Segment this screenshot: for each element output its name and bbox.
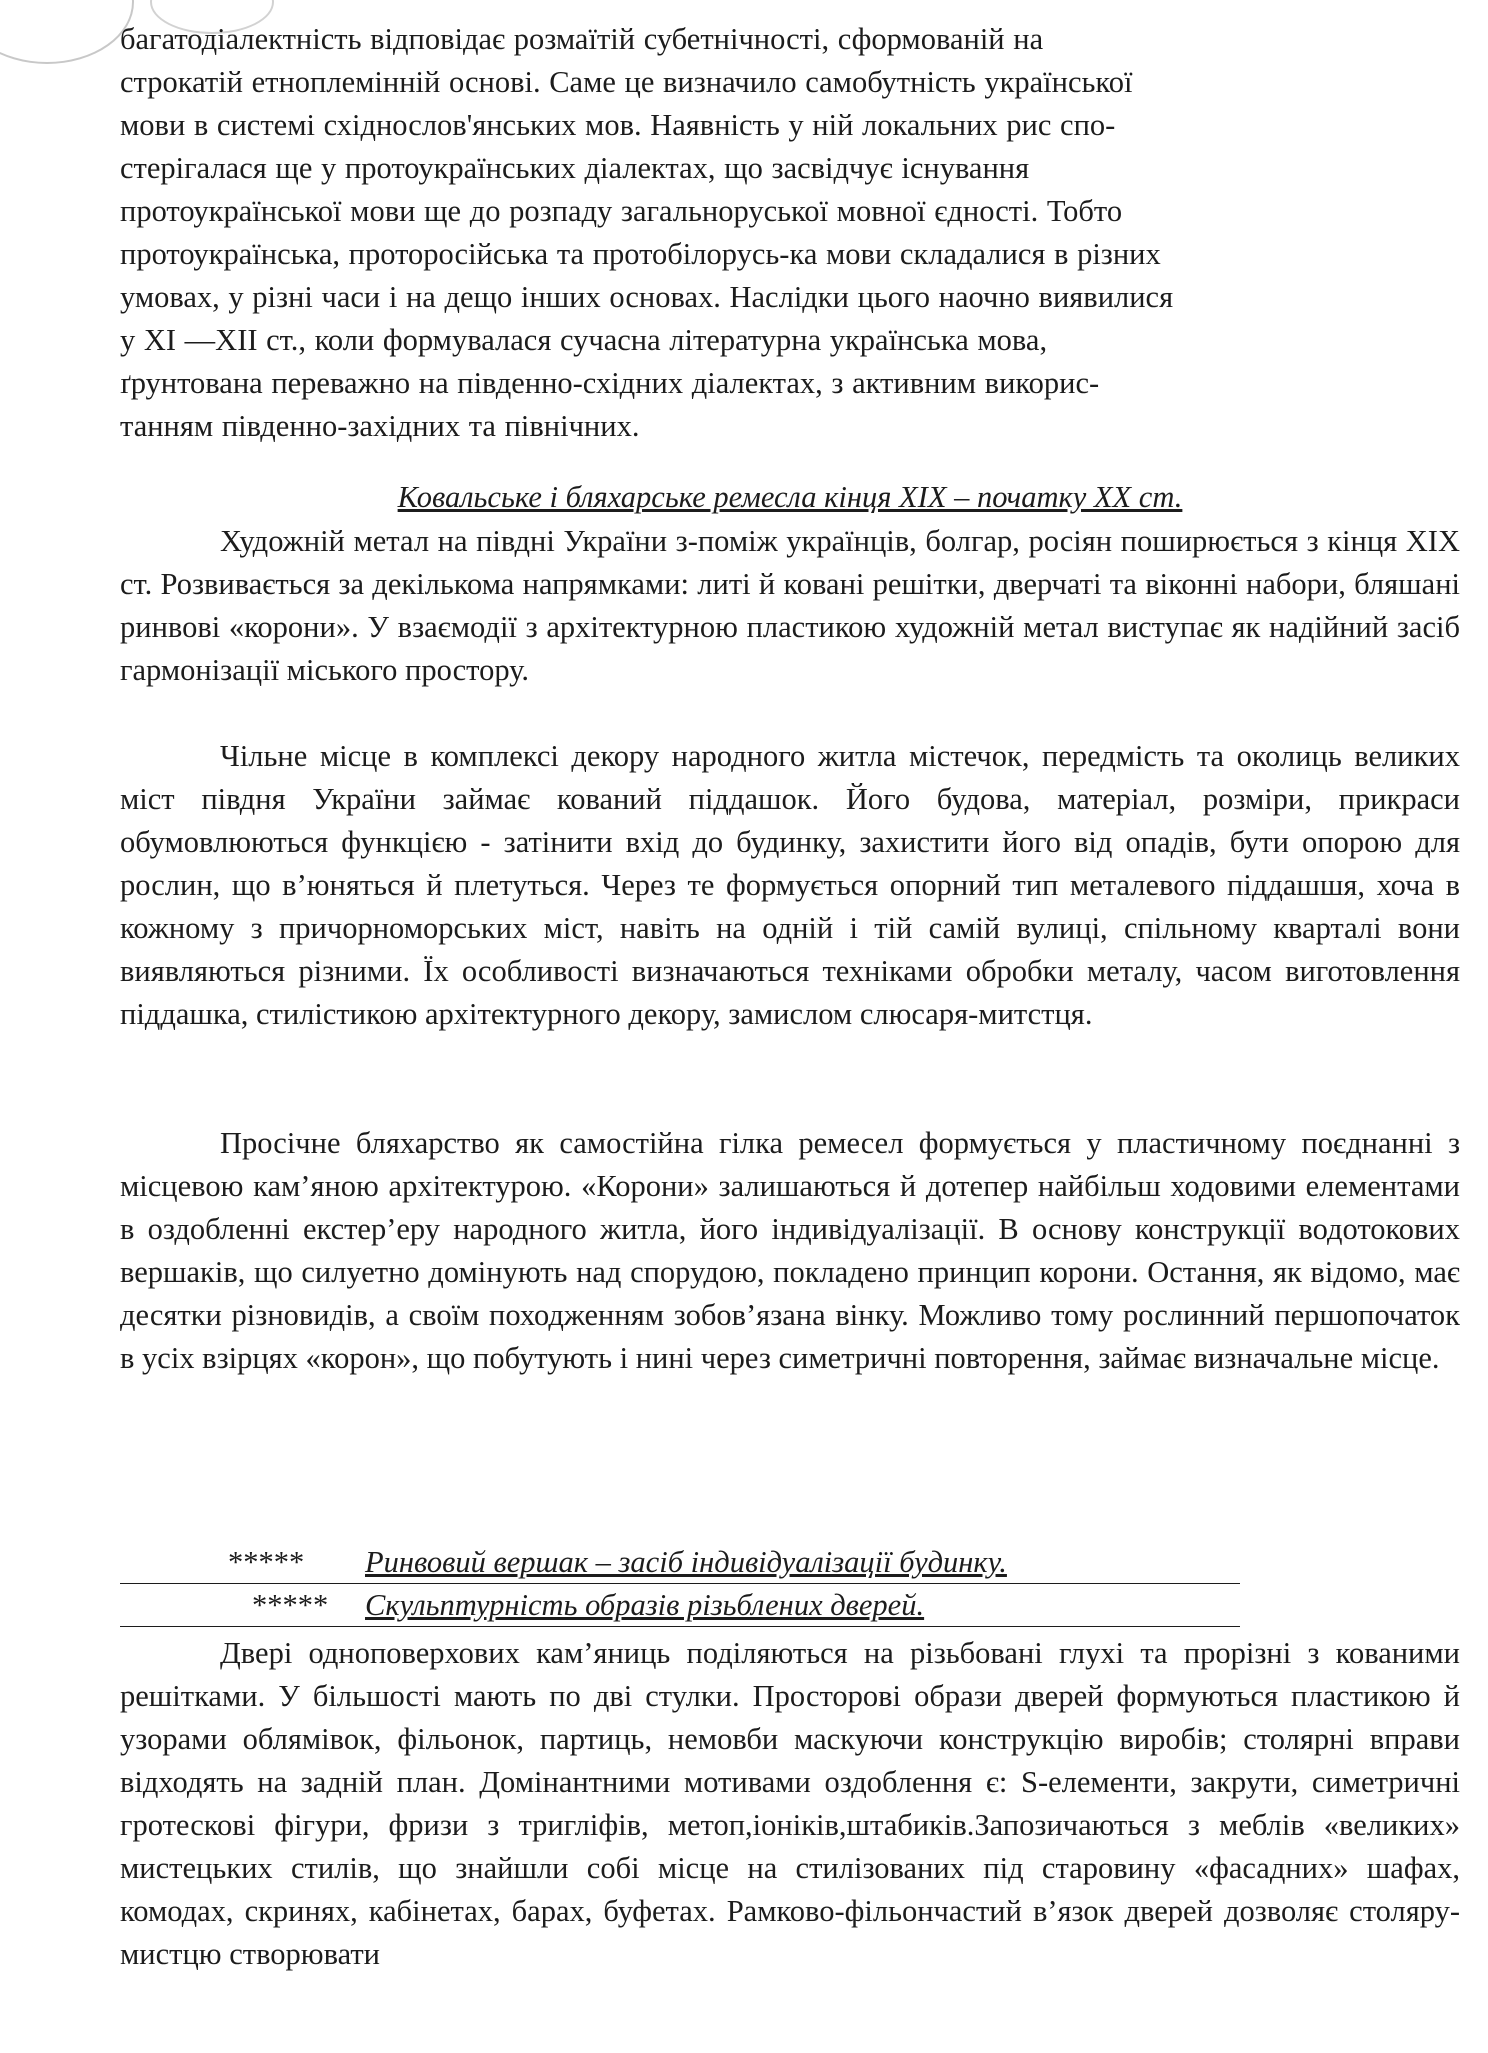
paragraph-metal: Художній метал на півдні України з-поміж українців, болгар, росіян поширюється з кінця XIX ст. Розвивається за декількома напрямками: литі й ковані решітки, дверчаті та віконні набори, бляшані ринвові «корони». У взаємодії з архітектурною пластикою художній метал виступає як надійний засіб гармонізації міського простору. <box>120 524 1460 687</box>
subheading-stars: ***** <box>228 1545 305 1579</box>
subheading-stars: ***** <box>252 1588 329 1622</box>
paragraph-canopy: Чільне місце в комплексі декору народного житла містечок, передмість та околиць великих міст півдня України займає кований піддашок. Його будова, матеріал, розміри, прикраси обумовлюються функцією - затінити вхід до будинку, захистити його від опадів, бути опорою для рослин, що в’юняться й плетуться. Через те формується опорний тип металевого піддашшя, хоча в кожному з причорноморських міст, навіть на одній і тій самій вулиці, спільному кварталі вони виявляються різними. Їх особливості визначаються техніками обробки металу, часом виготовлення піддашка, стилістикою архітектурного декору, замислом слюсаря-митстця. <box>120 739 1460 1031</box>
subheading-gutter-crown <box>120 1541 1240 1584</box>
subheading-text: Ринвовий вершак – засіб індивідуалізації будинку. <box>365 1545 1007 1579</box>
text-line: строкатій етноплемінній основі. Саме це визначило самобутність української <box>120 65 1133 99</box>
text-line: у XI —XII ст., коли формувалася сучасна літературна українська мова, <box>120 323 1048 357</box>
text-line: багатодіалектність відповідає розмаїтій субетнічності, сформованій на <box>120 22 1044 56</box>
paragraph-tinsmith: Просічне бляхарство як самостійна гілка ремесел формується у пластичному поєднанні з місцевою кам’яною архітектурою. «Корони» залишаються й дотепер найбільш ходовими елементами в оздобленні екстер’еру народного житла, його індивідуалізації. В основу конструкції водотокових вершаків, що силуетно домінують над спорудою, покладено принцип корони. Остання, як відомо, має десятки різновидів, а своїм походженням зобов’язана вінку. Можливо тому рослинний першопочаток в усіх взірцях «корон», що побутують і нині через симетричні повторення, займає визначальне місце. <box>120 1126 1460 1375</box>
subheading-carved-doors <box>120 1584 1240 1627</box>
section-title: Ковальське і бляхарське ремесла кінця XIX – початку XX ст. <box>397 480 1183 514</box>
text-line: умовах, у різні часи і на дещо інших основах. Наслідки цього наочно виявилися <box>120 280 1174 314</box>
subheading-text: Скульптурність образів різьблених дверей. <box>365 1588 925 1622</box>
text-line: стерігалася ще у протоукраїнських діалектах, що засвідчує існування <box>120 151 1030 185</box>
text-line: протоукраїнської мови ще до розпаду загальноруської мовної єдності. Тобто <box>120 194 1123 228</box>
top-paragraph <box>120 18 1460 448</box>
text-line: мови в системі східнослов'янських мов. Наявність у ній локальних рис спо- <box>120 108 1116 142</box>
text-line: танням південно-західних та північних. <box>120 409 640 443</box>
stamp-mark <box>0 0 134 64</box>
text-line: протоукраїнська, проторосійська та протобілорусь-ка мови складалися в різних <box>120 237 1161 271</box>
text-line: ґрунтована переважно на південно-східних діалектах, з активним викорис- <box>120 366 1100 400</box>
paragraph-doors: Двері одноповерхових кам’яниць поділяються на різьбовані глухі та прорізні з кованими решітками. У більшості мають по дві стулки. Просторові образи дверей формуються пластикою й узорами облямівок, фільонок, партиць, немовби маскуючи конструкцію виробів; столярні вправи відходять на задній план. Домінантними мотивами оздоблення є: S-елементи, закрути, симетричні гротескові фігури, фризи з тригліфів, метоп,іоніків,штабиків.Запозичаються з меблів «великих» мистецьких стилів, що знайшли собі місце на стилізованих під старовину «фасадних» шафах, комодах, скринях, кабінетах, барах, буфетах. Рамково-фільончастий в’язок дверей дозволяє столяру-мистцю створювати <box>120 1636 1460 1971</box>
